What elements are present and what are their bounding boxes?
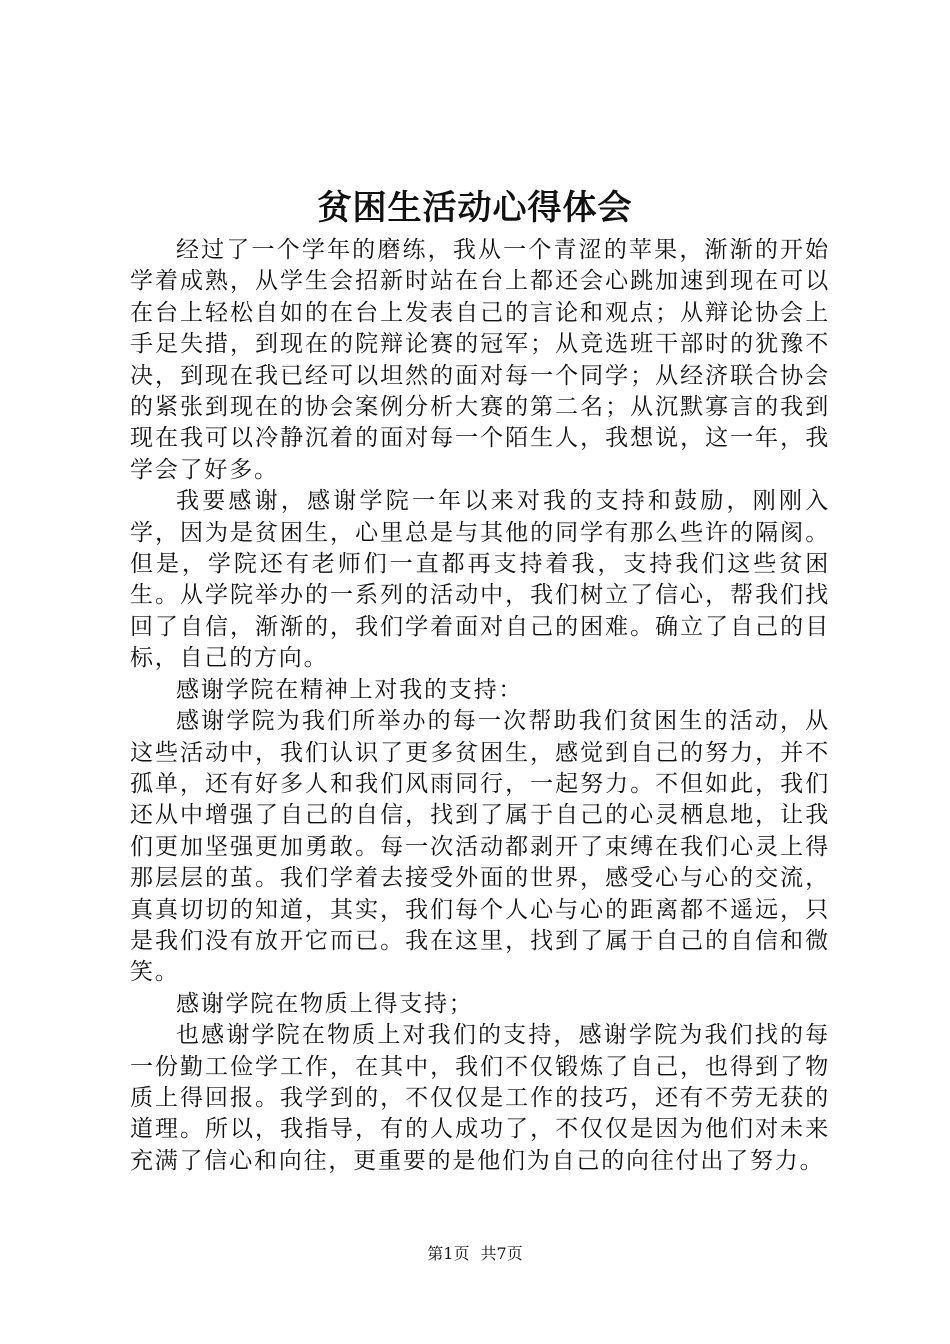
page-footer [0,1242,950,1266]
document-title: 贫困生活动心得体会 [317,188,633,228]
paragraph-5-heading: 感谢学院在物质上得支持； [176,990,474,1017]
document-body [130,235,830,1177]
page-total: 共7页 [480,1244,523,1263]
paragraph-3-heading: 感谢学院在精神上对我的支持： [176,676,524,703]
paragraph-1: 经过了一个学年的磨练，我从一个青涩的苹果，渐渐的开始学着成熟，从学生会招新时站在台上都还会心跳加速到现在可以在台上轻松自如的在台上发表自己的言论和观点；从辩论协会上手足失措，到现在的院辩论赛的冠军；从竞选班干部时的犹豫不决，到现在我已经可以坦然的面对每一个同学；从经济联合协会的紧张到现在的协会案例分析大赛的第二名；从沉默寡言的我到现在我可以冷静沉着的面对每一个陌生人，我想说，这一年，我学会了好多。 [130,237,830,483]
page-number: 第1页 [427,1244,470,1263]
paragraph-4: 感谢学院为我们所举办的每一次帮助我们贫困生的活动，从这些活动中，我们认识了更多贫困生，感觉到自己的努力，并不孤单，还有好多人和我们风雨同行，一起努力。不但如此，我们还从中增强了自己的自信，找到了属于自己的心灵栖息地，让我们更加坚强更加勇敢。每一次活动都剥开了束缚在我们心灵上得那层层的茧。我们学着去接受外面的世界，感受心与心的交流，真真切切的知道，其实，我们每个人心与心的距离都不遥远，只是我们没有放开它而已。我在这里，找到了属于自己的自信和微笑。 [130,708,830,986]
paragraph-6: 也感谢学院在物质上对我们的支持，感谢学院为我们找的每一份勤工俭学工作，在其中，我们不仅锻炼了自己，也得到了物质上得回报。我学到的，不仅仅是工作的技巧，还有不劳无获的道理。所以，我指导，有的人成功了，不仅仅是因为他们对未来充满了信心和向往，更重要的是他们为自己的向往付出了努力。 [130,1022,830,1174]
paragraph-2: 我要感谢，感谢学院一年以来对我的支持和鼓励，刚刚入学，因为是贫困生，心里总是与其他的同学有那么些许的隔阂。但是，学院还有老师们一直都再支持着我，支持我们这些贫困生。从学院举办的一系列的活动中，我们树立了信心，帮我们找回了自信，渐渐的，我们学着面对自己的困难。确立了自己的目标，自己的方向。 [130,488,830,672]
